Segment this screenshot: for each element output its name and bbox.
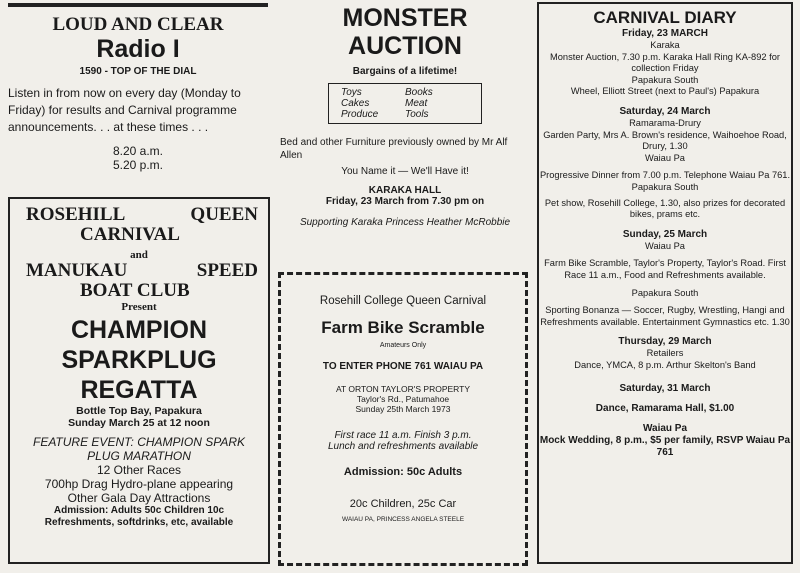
auction-when: Friday, 23 March from 7.30 pm on	[325, 196, 485, 207]
diary-day-heading: Sunday, 25 March	[622, 228, 708, 240]
regatta-line1a: ROSEHILL	[26, 204, 126, 225]
auction-ad	[280, 2, 530, 264]
regatta-feature: FEATURE EVENT: CHAMPION SPARK PLUG MARATHON	[32, 435, 246, 463]
diary-event: Pet show, Rosehill College, 1.30, also prizes for decorated bikes, prams etc.	[544, 197, 786, 220]
auction-item: Toys	[341, 87, 362, 98]
regatta-refreshments: Refreshments, softdrinks, etc, available	[44, 517, 234, 528]
regatta-and: and	[130, 249, 148, 261]
diary-event: Monster Auction, 7.30 p.m. Karaka Hall Ring KA-892 for collection Friday	[550, 51, 780, 74]
regatta-venue: Bottle Top Bay, Papakura	[76, 405, 202, 417]
scramble-lunch: Lunch and refreshments available	[327, 441, 479, 452]
regatta-races: 12 Other Races	[96, 463, 182, 477]
regatta-big-2: SPARKPLUG	[61, 346, 217, 374]
scramble-date: Sunday 25th March 1973	[355, 404, 451, 414]
top-rule	[8, 3, 268, 7]
diary-event: Sporting Bonanza — Soccer, Rugby, Wrestling, Hangi and Refreshments available. Entertainment Gymnastics etc. 1.30	[540, 305, 790, 327]
diary-day-heading: Friday, 23 MARCH	[622, 28, 708, 39]
radio-time-2: 5.20 p.m.	[112, 158, 164, 172]
auction-items-table	[328, 83, 482, 124]
regatta-admission: Admission: Adults 50c Children 10c	[53, 505, 225, 516]
diary-event: Progressive Dinner from 7.00 p.m. Telephone Waiau Pa 761.	[539, 170, 791, 181]
scramble-children: 20c Children, 25c Car	[349, 498, 457, 510]
regatta-big-3: REGATTA	[80, 376, 198, 404]
auction-tagline: Bargains of a lifetime!	[352, 66, 458, 77]
diary-event: Farm Bike Scramble, Taylor's Property, Taylor's Road. First Race 11 a.m., Food and Refreshments available.	[544, 258, 786, 280]
regatta-line3a: MANUKAU	[26, 260, 128, 281]
auction-item: Cakes	[341, 98, 370, 109]
scramble-phone: TO ENTER PHONE 761 WAIAU PA	[322, 361, 484, 372]
diary-place: Papakura South	[631, 181, 699, 192]
auction-title-2: AUCTION	[348, 32, 462, 60]
carnival-diary	[537, 2, 793, 564]
diary-event: Wheel, Elliott Street (next to Paul's) Papakura	[570, 86, 760, 97]
scramble-ad	[278, 272, 528, 566]
diary-day-heading: Saturday, 31 March	[619, 383, 711, 395]
regatta-date: Sunday March 25 at 12 noon	[68, 417, 210, 429]
regatta-line3b: SPEED	[196, 260, 258, 281]
regatta-line1b: QUEEN	[190, 204, 258, 225]
regatta-drag: 700hp Drag Hydro-plane appearing	[44, 477, 234, 491]
diary-place: Ramarama-Drury	[629, 117, 701, 128]
regatta-gala: Other Gala Day Attractions	[67, 491, 211, 505]
diary-place: Papakura South	[631, 287, 699, 298]
regatta-ad	[8, 197, 270, 564]
auction-support: Supporting Karaka Princess Heather McRobbie	[299, 217, 511, 228]
auction-hall: KARAKA HALL	[368, 185, 442, 196]
regatta-present: Present	[121, 301, 157, 313]
regatta-big-1: CHAMPION	[70, 316, 208, 344]
auction-slogan: You Name it — We'll Have it!	[341, 166, 469, 177]
auction-furniture: Bed and other Furniture previously owned by Mr Alf Allen	[280, 137, 508, 161]
radio-frequency: 1590 - TOP OF THE DIAL	[79, 66, 197, 77]
scramble-footer: WAIAU PA, PRINCESS ANGELA STEELE	[341, 516, 465, 523]
diary-place: Waiau Pa	[642, 423, 688, 435]
scramble-title: Farm Bike Scramble	[321, 318, 485, 337]
diary-event: Dance, YMCA, 8 p.m. Arthur Skelton's Band	[574, 359, 756, 370]
diary-place: Waiau Pa	[645, 240, 685, 251]
radio-ad	[8, 0, 268, 190]
auction-item: Meat	[405, 98, 428, 109]
scramble-at: AT ORTON TAYLOR'S PROPERTY	[335, 384, 471, 394]
diary-place: Papakura South	[631, 74, 699, 85]
auction-item: Tools	[405, 109, 429, 120]
scramble-road: Taylor's Rd., Patumahoe	[356, 394, 450, 404]
scramble-race: First race 11 a.m. Finish 3 p.m.	[334, 430, 472, 441]
diary-day-heading: Saturday, 24 March	[619, 105, 711, 117]
auction-title-1: MONSTER	[342, 4, 468, 32]
scramble-admission: Admission: 50c Adults	[343, 466, 463, 478]
diary-place: Karaka	[650, 40, 680, 50]
auction-item: Produce	[341, 109, 379, 120]
regatta-line4: BOAT CLUB	[80, 280, 190, 301]
radio-title: Radio I	[96, 35, 180, 63]
radio-time-1: 8.20 a.m.	[112, 144, 164, 158]
diary-place: Waiau Pa	[645, 152, 685, 163]
diary-event: Dance, Ramarama Hall, $1.00	[595, 403, 735, 415]
diary-place: Retailers	[646, 348, 684, 359]
regatta-line2: CARNIVAL	[80, 224, 180, 245]
diary-title: CARNIVAL DIARY	[593, 8, 737, 27]
diary-event: Mock Wedding, 8 p.m., $5 per family, RSVP Waiau Pa 761	[539, 435, 791, 459]
auction-item: Books	[405, 87, 433, 98]
radio-heading: LOUD AND CLEAR	[52, 14, 224, 35]
diary-day-heading: Thursday, 29 March	[618, 336, 712, 348]
scramble-amateurs: Amateurs Only	[379, 342, 427, 349]
radio-body: Listen in from now on every day (Monday to Friday) for results and Carnival programme announcements. . . at these times . . .	[8, 86, 241, 134]
scramble-organiser: Rosehill College Queen Carnival	[319, 295, 487, 307]
diary-event: Garden Party, Mrs A. Brown's residence, Waihoehoe Road, Drury, 1.30	[543, 129, 787, 152]
